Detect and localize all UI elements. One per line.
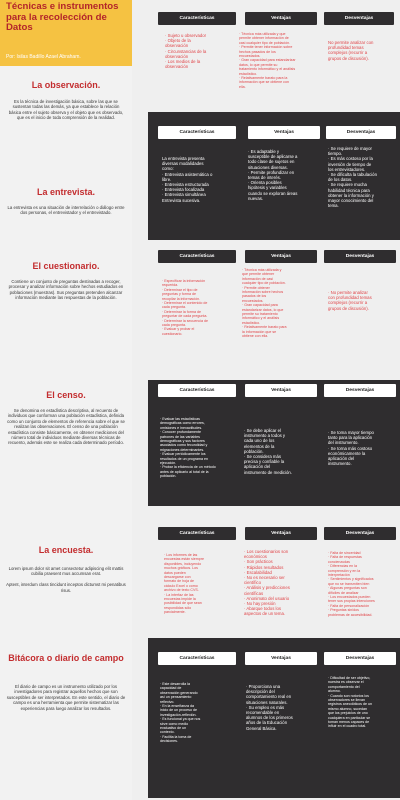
description-encuesta: Lorem ipsum dolor sit amet consectetur adipiscing elit mattis cubilia praesent mus accumsan erat. Aptent, interdum class tincidunt inceptos dictumst mi penatibus risus. [6,566,126,593]
tab-ventajas: Ventajas [245,652,317,665]
tab-desventajas: Desventajas [324,384,396,397]
description-bitacora: El diario de campo es un instrumento utilizado por los investigadores para registrar aquellos hechos que son susceptibles de ser interpretados. En este sentido, el diario de campo es una herramienta que permite sistematizar las experiencias para luego analizar los resultados. [6,684,126,711]
tab-desventajas: Desventajas [324,652,396,665]
heading-cuestionario: El cuestionario. [32,261,100,271]
caracteristicas-text: · Los informes de las encuestas están siempre disponibles, incluyendo muchos gráficos. Los datos pueden descargarse con formato de hoja de cálculo Excel o como archivo de texto CVS. · La interfaz de las encuestas impide la posibilidad de que sean respondidas sólo parcialmente. [164,553,204,615]
caracteristicas-text: · Este desarrolla la capacidad de observación generando así un pensamiento reflexivo. · En la enseñanza da inicio de un proceso de investigación-reflexión. · Es funcional ya que nos sirve como medio evaluativo de un contexto. · Facilita la toma de decisiones. [160,682,201,744]
heading-entrevista: La entrevista. [36,187,96,197]
tab-ventajas: Ventajas [248,126,320,139]
heading-encuesta: La encuesta. [38,545,94,555]
desventajas-text: · Falta de sinceridad · Falta de respuestas concienzudas · Diferencias en la comprensión y en la interpretación · Sentimientos y significados que no se transmiten bien · Algunas preguntas son difíciles de analizar · Los encuestados pueden tener sus propias intenciones · Falta de personalización · Preguntas sin/dos problemas de accesibilidad. [328,551,375,617]
heading-censo: El censo. [46,390,86,400]
desventajas-text: · Se requiere de mayor tiempo. · Es más costoso por la inversión de tiempo de los entrevistadores. · Se dificulta la tabulación de los datos. · Se requiere mucha habilidad técnica para obtener la información y mayor conocimiento del tema. [328,146,377,209]
page-title: Técnicas e instrumentos para la recolección de Datos [6,1,119,33]
description-entrevista: La entrevista es una situación de interrelación o diálogo entre dos personas, el entrevistador y el entrevistado. [7,205,125,216]
tab-desventajas: Desventajas [324,250,396,263]
tab-caracteristicas: Características [158,12,236,25]
description-cuestionario: Contiene un conjunto de preguntas destinadas a recoger, procesar y analizar información sobre hechos estudiados en poblaciones (muestras). Sus preguntas pretenden alcanzar información mediante las respuestas de la población. [8,279,124,301]
left-column [0,0,132,800]
tab-ventajas: Ventajas [245,527,317,540]
tab-desventajas: Desventajas [326,126,396,139]
ventajas-text: · Es adaptable y susceptible de aplicarse a todo clase de sujetos en situaciones diversas. · Permite profundizar en temas de interés. · Orienta posibles hipótesis y variables cuando se exploran áreas nuevas. [248,149,298,201]
title-banner [0,0,132,66]
desventajas-text: · Dificultad de ser objetivo, nuestra es observar el comportamiento del alumno. · Cuando son notorios los observadores se llevan registros anecdóticos de un mismo alumno, sucedan que los prejuicios de uno cualquiera en particular se toman menos capaces de influir en el cuadro total. [328,676,372,729]
caracteristicas-text: · Evaluar las estadísticas demográficas como errores, omisiones e inexactitudes. · Conocer profundamente patrones de las variables demográficas y sus factores asociados como fecundidad y migraciones determinantes. · Evaluar periódicamente los resultados de un programa en ejecución. · Probar la eficiencia de un método antes de aplicarlo al total de la población. [160,417,216,479]
tab-caracteristicas: Características [158,126,236,139]
panel-bitacora [148,638,400,798]
tab-ventajas: Ventajas [245,250,317,263]
heading-bitacora: Bitácora o diario de campo [8,653,124,663]
tab-desventajas: Desventajas [324,12,394,25]
heading-observacion: La observación. [31,80,101,90]
tab-desventajas: Desventajas [324,527,396,540]
ventajas-text: · Técnica más utilizada y que permite obtener información de casi cualquier tipo de población. · Permite obtener información sobre hechos pasados de los encuestados. · Gran capacidad para estandarizar datos, lo que permite su tratamiento informático y el análisis estadístico. · Relativamente barato para la información que se obtiene con ella. [242,268,287,339]
tab-caracteristicas: Características [158,250,236,263]
ventajas-text: · Se debe aplicar el instrumento a todos y cada uno de los elementos de la población. · Se considera más precisa y confiable la aplicación del instrumento de medición. [244,428,293,475]
tab-ventajas: Ventajas [245,12,317,25]
caracteristicas-text: · Sujeto u observador · Objeto de la observación · Circunstancias de la observación · Los medios de la observación [165,33,207,70]
tab-caracteristicas: Características [158,384,236,397]
ventajas-text: · Proporciona una descripción del comportamiento real en situaciones naturales. · Su empleo es más recomendable en alumnos de los primeros años de la Educación General Básica. [246,684,293,731]
panel-censo [148,380,400,506]
panel-entrevista [148,112,400,240]
panel-cuestionario [148,246,400,374]
ventajas-text: · Técnica más utilizada y que permite obtener información de casi cualquier tipo de población. · Permite tener información sobre hechos pasados de los encuestados. · Gran capacidad para estandarizar datos, lo que permite su tratamiento informático y el análisis estadístico. · Relativamente barato para la información que se obtiene con ella. [239,32,296,89]
ventajas-text: · Los cuestionarios son económicos · Son prácticos · Rápidos resultados · Escalabilidad · No es necesario ser científico · Análisis y predicciones científicas · Anonimato del usuario · No hay presión · Abarque todos los aspectos de un tema. [244,549,290,617]
desventajas-text: No permite analizar con profundidad temas complejos (recurrir a grupos de discusión). [328,40,374,61]
caracteristicas-text: · Especificar la información requerida. · Determinar el tipo de preguntas y forma de recopilar la información. · Determinar el contenido de cada pregunta. · Determinar la forma de preguntar de cada pregunta. · Determinar la secuencia de cada pregunta. · Evaluar y probar el cuestionario. [162,279,208,336]
description-censo: Se denomina en estadística descriptiva, al recuento de individuos que conforman una población estadística, definida como un conjunto de elementos de referencia sobre el que se realizan las observaciones. El censo de una población estadística consiste básicamente, en obtener mediciones del número total de individuos mediante diversas técnicas de recuento, además este se realiza cada determinado período. [7,408,125,446]
caracteristicas-text: La entrevista presenta diversas modalidades como: · Entrevista asistemática o libre. · Entrevista estructurada · Entrevista focalizada · Entrevista simultánea Entrevista sucesiva. [162,156,213,203]
tab-ventajas: Ventajas [245,384,317,397]
panel-encuesta [148,515,400,633]
author-line: Por: Isilas Badillo Azael Abraham. [6,54,81,60]
desventajas-text: · No permite analizar con profundidad temas complejos (recurrir a grupos de discusión). [328,290,372,311]
description-observacion: Es la técnica de investigación básica, sobre las que se sustentan todas las demás, ya que establece la relación básica entre el sujeto observa y el objeto que es observado, que es el inicio de toda comprensión de la realidad. [8,99,124,121]
desventajas-text: · Se toma mayor tiempo tanto para la aplicación del instrumento. · Se torna más costoso económicamente la aplicación del instrumento. [328,430,374,467]
panel-observacion [148,6,400,104]
tab-caracteristicas: Características [158,652,236,665]
tab-caracteristicas: Características [158,527,236,540]
